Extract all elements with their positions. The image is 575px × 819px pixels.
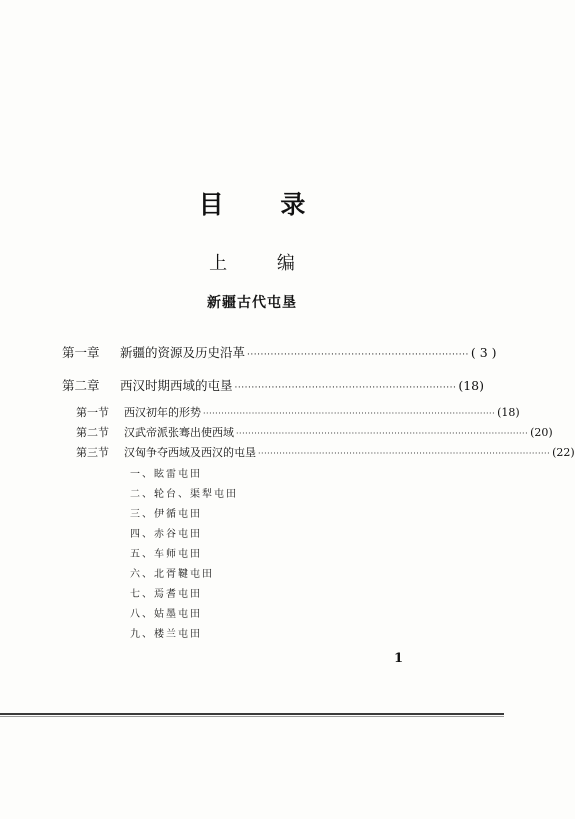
toc-subitem[interactable]: 二、轮台、渠犁屯田 bbox=[130, 489, 238, 500]
toc-entry-number: 第一节 bbox=[76, 406, 109, 419]
dot-leader: ·································································· bbox=[247, 350, 469, 360]
toc-subitem[interactable]: 七、焉耆屯田 bbox=[130, 589, 202, 600]
dot-leader: ································································································ bbox=[203, 409, 496, 418]
toc-section-1[interactable] bbox=[76, 404, 520, 420]
bottom-rule-shadow bbox=[0, 716, 504, 717]
toc-subitem[interactable]: 五、车师屯田 bbox=[130, 549, 202, 560]
toc-section-3[interactable] bbox=[76, 444, 575, 460]
toc-chapter-2[interactable] bbox=[62, 376, 485, 394]
toc-entry-title: 西汉初年的形势 bbox=[124, 406, 201, 419]
toc-entry-page: (20) bbox=[530, 426, 553, 439]
toc-entry-number: 第一章 bbox=[62, 345, 100, 360]
toc-subitem[interactable]: 八、姑墨屯田 bbox=[130, 609, 202, 620]
toc-entry-page: ( 3 ) bbox=[470, 345, 497, 360]
part-subtitle: 新疆古代屯垦 bbox=[207, 295, 297, 311]
toc-section-2[interactable] bbox=[76, 424, 553, 440]
toc-entry-title: 新疆的资源及历史沿革 bbox=[120, 345, 246, 360]
toc-entry-title: 汉武帝派张骞出使西域 bbox=[124, 426, 234, 439]
toc-entry-number: 第三节 bbox=[76, 446, 109, 459]
toc-subitem[interactable]: 三、伊循屯田 bbox=[130, 509, 202, 520]
page-title: 目 录 bbox=[198, 190, 330, 219]
dot-leader: ································································································ bbox=[236, 429, 529, 438]
page-number: 1 bbox=[394, 651, 404, 666]
toc-entry-page: (22) bbox=[552, 446, 575, 459]
dot-leader: ·································································· bbox=[234, 383, 457, 393]
toc-chapter-1[interactable] bbox=[62, 343, 497, 361]
part-title: 上 编 bbox=[209, 253, 317, 274]
toc-entry-page: (18) bbox=[497, 406, 520, 419]
toc-subitem[interactable]: 九、楼兰屯田 bbox=[130, 629, 202, 640]
toc-entry-title: 汉匈争夺西域及西汉的屯垦 bbox=[124, 446, 256, 459]
toc-entry-page: (18) bbox=[458, 378, 485, 393]
toc-subitem[interactable]: 六、北胥鞬屯田 bbox=[130, 569, 214, 580]
bottom-rule bbox=[0, 713, 504, 715]
toc-subitem[interactable]: 四、赤谷屯田 bbox=[130, 529, 202, 540]
toc-entry-number: 第二章 bbox=[62, 378, 100, 393]
dot-leader: ································································································ bbox=[258, 449, 551, 458]
toc-entry-number: 第二节 bbox=[76, 426, 109, 439]
toc-subitem[interactable]: 一、眩雷屯田 bbox=[130, 469, 202, 480]
toc-entry-title: 西汉时期西域的屯垦 bbox=[120, 378, 233, 393]
